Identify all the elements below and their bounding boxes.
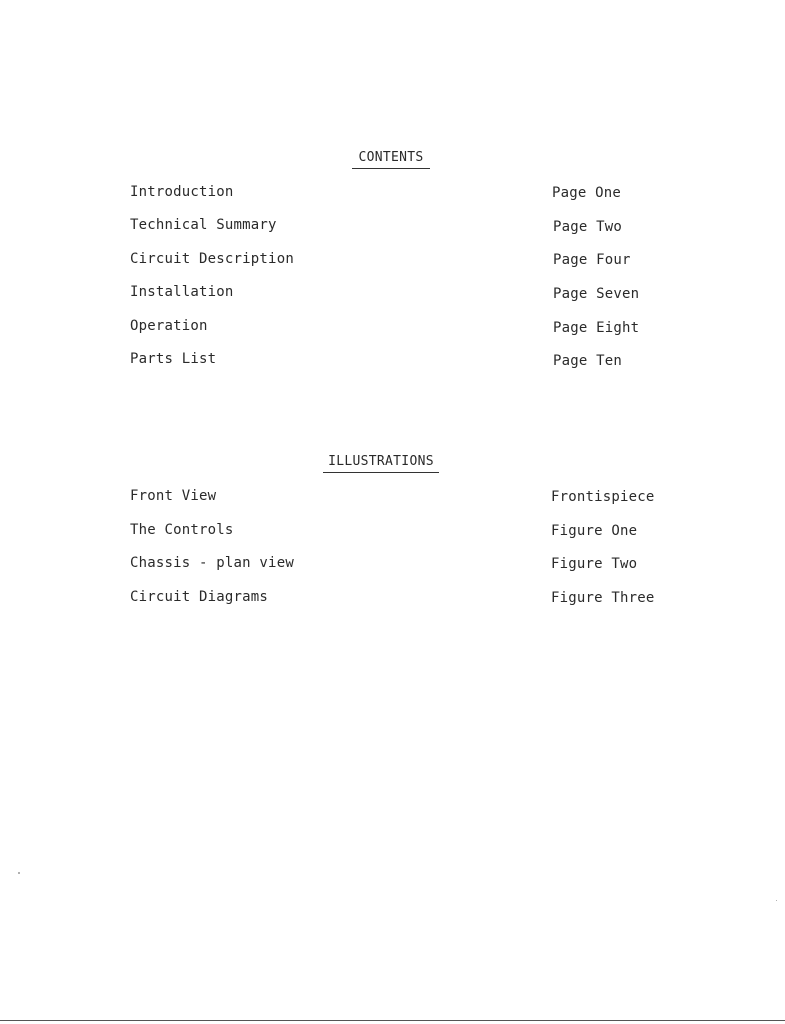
scan-speck bbox=[18, 872, 20, 874]
contents-entry-title: Operation bbox=[130, 318, 208, 334]
contents-entry-title: Circuit Description bbox=[130, 251, 294, 267]
contents-entry-title: Parts List bbox=[130, 351, 217, 367]
contents-entry-page: Page Four bbox=[553, 252, 631, 268]
contents-entry-page: Page One bbox=[552, 185, 622, 201]
contents-entry-title: Installation bbox=[130, 284, 234, 300]
illustrations-entry-title: Circuit Diagrams bbox=[130, 589, 269, 605]
illustrations-entry-page: Figure One bbox=[551, 523, 638, 539]
contents-entry-page: Page Ten bbox=[553, 353, 623, 369]
contents-entry-page: Page Two bbox=[553, 219, 623, 235]
scan-speck bbox=[776, 900, 777, 901]
contents-entry-title: Technical Summary bbox=[130, 217, 277, 233]
contents-entry-title: Introduction bbox=[130, 184, 234, 200]
page-bottom-edge bbox=[0, 1020, 785, 1021]
illustrations-entry-title: The Controls bbox=[130, 522, 234, 538]
illustrations-entry-page: Frontispiece bbox=[551, 489, 655, 505]
contents-heading: CONTENTS bbox=[352, 150, 430, 169]
illustrations-entry-title: Chassis - plan view bbox=[130, 555, 294, 571]
contents-entry-page: Page Eight bbox=[553, 320, 640, 336]
illustrations-heading: ILLUSTRATIONS bbox=[323, 454, 439, 473]
illustrations-entry-title: Front View bbox=[130, 488, 217, 504]
contents-entry-page: Page Seven bbox=[553, 286, 640, 302]
illustrations-entry-page: Figure Two bbox=[551, 556, 638, 572]
illustrations-entry-page: Figure Three bbox=[551, 590, 655, 606]
